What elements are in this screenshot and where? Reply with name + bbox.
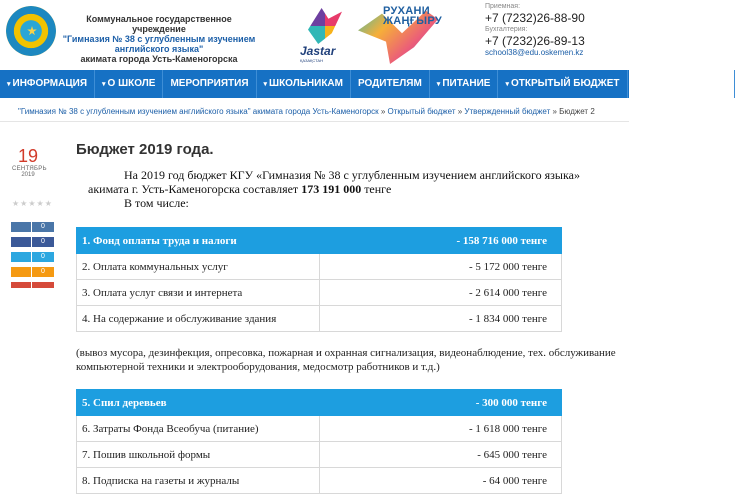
state-emblem-icon[interactable] bbox=[6, 6, 56, 56]
breadcrumb-open-budget[interactable]: Открытый бюджет bbox=[387, 107, 456, 116]
rukhani-logo-text[interactable]: РУХАНИ ЖАҢҒЫРУ bbox=[383, 5, 442, 27]
chevron-down-icon: ▾ bbox=[505, 81, 509, 88]
rating-stars[interactable]: ★★★★★ bbox=[12, 199, 53, 208]
budget-item-name: 1. Фонд оплаты труда и налоги bbox=[77, 228, 320, 254]
chevron-down-icon: ▾ bbox=[102, 81, 106, 88]
twitter-icon bbox=[11, 252, 31, 262]
nav-item[interactable] bbox=[0, 70, 95, 98]
table-row bbox=[77, 280, 562, 306]
date-year: 2019 bbox=[21, 172, 35, 178]
budget-item-value: - 645 000 тенге bbox=[320, 442, 562, 468]
site-header bbox=[0, 0, 629, 68]
contacts-block bbox=[485, 2, 625, 58]
breadcrumb-home[interactable]: "Гимназия № 38 с углубленным изучением английского языка" акимата города Усть-Каменогорск bbox=[18, 107, 379, 116]
note-text: (вывоз мусора, дезинфекция, опресовка, пожарная и охранная сигнализация, видеонаблюдение, тех. обслуживание компьютерной техники и электрооборудования, медосмотр работников и т.д.) bbox=[76, 347, 616, 373]
nav-item-label: МЕРОПРИЯТИЯ bbox=[170, 78, 249, 89]
nav-item-label: ПИТАНИЕ bbox=[442, 78, 491, 89]
share-button[interactable] bbox=[11, 252, 54, 262]
budget-item-value: - 300 000 тенге bbox=[320, 390, 562, 416]
share-button[interactable] bbox=[11, 237, 54, 247]
budget-item-value: - 2 614 000 тенге bbox=[320, 280, 562, 306]
budget-item-value: - 158 716 000 тенге bbox=[320, 228, 562, 254]
accounting-label: Бухгалтерия: bbox=[485, 26, 528, 33]
jastar-logo[interactable]: Jastar ҚАЗАҚСТАН bbox=[296, 6, 356, 64]
total-budget: 173 191 000 bbox=[301, 182, 362, 196]
breadcrumb-approved-budget[interactable]: Утвержденный бюджет bbox=[464, 107, 551, 116]
table-row bbox=[77, 254, 562, 280]
budget-item-value: - 5 172 000 тенге bbox=[320, 254, 562, 280]
share-count: 0 bbox=[32, 237, 54, 247]
table-row bbox=[77, 228, 562, 254]
nav-item[interactable] bbox=[628, 70, 735, 98]
facebook-icon bbox=[11, 237, 31, 247]
budget-item-value: - 1 618 000 тенге bbox=[320, 416, 562, 442]
budget-item-name: 7. Пошив школьной формы bbox=[77, 442, 320, 468]
share-button[interactable] bbox=[11, 282, 54, 288]
budget-item-value: - 64 000 тенге bbox=[320, 468, 562, 494]
nav-item[interactable] bbox=[257, 70, 351, 98]
nav-item[interactable] bbox=[430, 70, 499, 98]
nav-item-label: ОТКРЫТЫЙ БЮДЖЕТ bbox=[510, 78, 620, 89]
nav-item[interactable] bbox=[163, 70, 256, 98]
budget-item-value: - 1 834 000 тенге bbox=[320, 306, 562, 332]
nav-item-label: РОДИТЕЛЯМ bbox=[357, 78, 422, 89]
chevron-down-icon: ▾ bbox=[436, 81, 441, 88]
including-label: В том числе: bbox=[124, 196, 189, 210]
table-row bbox=[77, 416, 562, 442]
org-line-3: акимата города Усть-Каменогорска bbox=[80, 54, 238, 64]
table-row bbox=[77, 468, 562, 494]
page-title: Бюджет 2019 года. bbox=[76, 141, 214, 158]
budget-item-name: 4. На содержание и обслуживание здания bbox=[77, 306, 320, 332]
school-name[interactable] bbox=[59, 14, 259, 64]
table-row bbox=[77, 390, 562, 416]
email-link[interactable]: school38@edu.oskemen.kz bbox=[485, 48, 584, 57]
budget-item-name: 2. Оплата коммунальных услуг bbox=[77, 254, 320, 280]
share-count bbox=[32, 282, 54, 288]
budget-item-name: 3. Оплата услуг связи и интернета bbox=[77, 280, 320, 306]
odnoklassniki-icon bbox=[11, 267, 31, 277]
share-count: 0 bbox=[32, 267, 54, 277]
breadcrumb-current: Бюджет 2 bbox=[559, 107, 595, 116]
google-icon bbox=[11, 282, 31, 288]
budget-item-name: 8. Подписка на газеты и журналы bbox=[77, 468, 320, 494]
nav-item-label: ИНФОРМАЦИЯ bbox=[12, 78, 88, 89]
intro-text: На 2019 год бюджет КГУ «Гимназия № 38 с углубленным изучением английского языка» акимата г. Усть-Каменогорска составляет 173 191 000 тенге В том числе: bbox=[88, 168, 613, 210]
nav-item-label: ШКОЛЬНИКАМ bbox=[269, 78, 343, 89]
chevron-down-icon: ▾ bbox=[7, 81, 11, 88]
post-date bbox=[12, 146, 47, 178]
accounting-phone[interactable]: +7 (7232)26-89-13 bbox=[485, 34, 585, 48]
nav-item-label: О ШКОЛЕ bbox=[107, 78, 156, 89]
chevron-down-icon: ▾ bbox=[263, 81, 268, 88]
table-row bbox=[77, 442, 562, 468]
table-row bbox=[77, 306, 562, 332]
budget-table-1 bbox=[76, 227, 562, 332]
date-day: 19 bbox=[17, 146, 39, 166]
share-count: 0 bbox=[32, 252, 54, 262]
share-button[interactable] bbox=[11, 267, 54, 277]
divider bbox=[0, 121, 629, 122]
reception-label: Приемная: bbox=[485, 3, 521, 10]
date-month: СЕНТЯБРЬ bbox=[12, 166, 47, 172]
breadcrumb: "Гимназия № 38 с углубленным изучением английского языка" акимата города Усть-Каменогорск » Открытый бюджет » Утвержденный бюджет » Бюджет 2 bbox=[18, 107, 595, 116]
nav-item[interactable] bbox=[351, 70, 430, 98]
nav-item[interactable] bbox=[498, 70, 627, 98]
org-line-2: "Гимназия № 38 с углубленным изучением английского языка" bbox=[62, 34, 256, 54]
chevron-down-icon: ▾ bbox=[634, 81, 639, 88]
share-count: 0 bbox=[32, 222, 54, 232]
main-nav bbox=[0, 70, 727, 98]
budget-table-2 bbox=[76, 389, 562, 494]
nav-item[interactable] bbox=[95, 70, 163, 98]
org-line-1: Коммунальное государственное учреждение bbox=[86, 14, 232, 34]
reception-phone[interactable]: +7 (7232)26-88-90 bbox=[485, 11, 585, 25]
vk-icon bbox=[11, 222, 31, 232]
budget-item-name: 5. Спил деревьев bbox=[77, 390, 320, 416]
nav-item-label: ОТКРЫТЫЙ БЮД bbox=[640, 78, 727, 89]
share-button[interactable] bbox=[11, 222, 54, 232]
budget-item-name: 6. Затраты Фонда Всеобуча (питание) bbox=[77, 416, 320, 442]
